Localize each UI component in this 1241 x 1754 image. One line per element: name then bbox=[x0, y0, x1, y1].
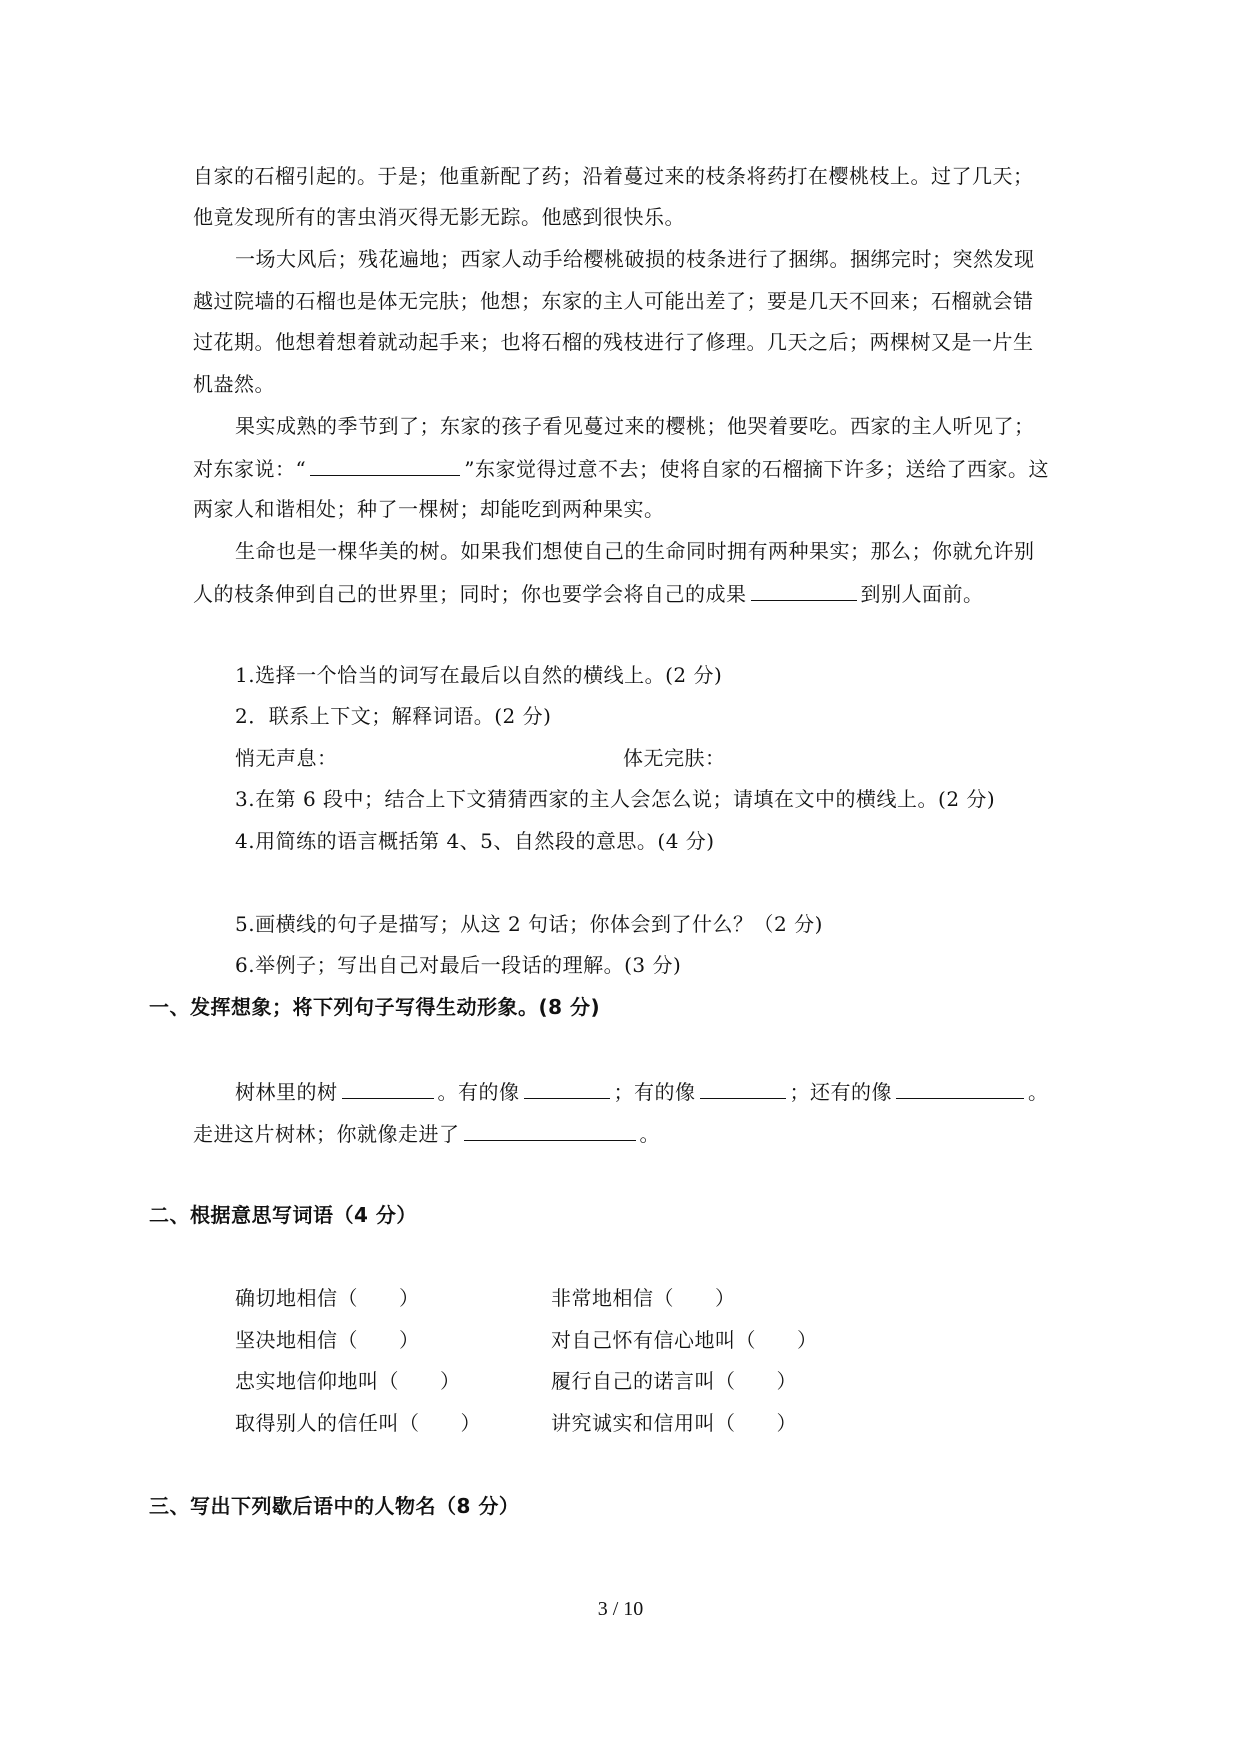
answer-blank[interactable] bbox=[896, 1078, 1024, 1099]
word-item: 确切地相信（ ） bbox=[235, 1286, 420, 1310]
sentence-text: 。有的像 bbox=[437, 1080, 520, 1104]
passage-line: 越过院墙的石榴也是体无完肤；他想；东家的主人可能出差了；要是几天不回来；石榴就会错 bbox=[193, 289, 1034, 313]
word-item: 讲究诚实和信用叫（ ） bbox=[551, 1411, 797, 1435]
passage-line: 两家人和谐相处；种了一棵树；却能吃到两种果实。 bbox=[193, 497, 665, 521]
passage-line: 他竟发现所有的害虫消灭得无影无踪。他感到很快乐。 bbox=[193, 205, 685, 229]
passage-text: 人的枝条伸到自己的世界里；同时；你也要学会将自己的成果 bbox=[193, 582, 747, 606]
sentence-text: 树林里的树 bbox=[235, 1080, 338, 1104]
answer-blank[interactable] bbox=[310, 455, 460, 476]
section-1-title: 一、发挥想象；将下列句子写得生动形象。(8 分) bbox=[149, 995, 601, 1019]
answer-blank[interactable] bbox=[342, 1078, 434, 1099]
question-2: 2．联系上下文；解释词语。(2 分) bbox=[235, 704, 552, 728]
term-label: 悄无声息： bbox=[235, 746, 338, 770]
passage-line: 一场大风后；残花遍地；西家人动手给樱桃破损的枝条进行了捆绑。捆绑完时；突然发现 bbox=[235, 247, 1035, 271]
passage-line: 过花期。他想着想着就动起手来；也将石榴的残枝进行了修理。几天之后；两棵树又是一片生 bbox=[193, 330, 1034, 354]
sentence-text: 。 bbox=[639, 1122, 660, 1146]
question-3: 3.在第 6 段中；结合上下文猜猜西家的主人会怎么说；请填在文中的横线上。(2 分) bbox=[235, 787, 996, 811]
word-row bbox=[235, 1286, 1241, 1310]
question-6: 6.举例子；写出自己对最后一段话的理解。(3 分) bbox=[235, 953, 682, 977]
section-2-title: 二、根据意思写词语（4 分） bbox=[149, 1203, 417, 1227]
passage-line: 果实成熟的季节到了；东家的孩子看见蔓过来的樱桃；他哭着要吃。西家的主人听见了； bbox=[235, 414, 1035, 438]
sentence-text: 走进这片树林；你就像走进了 bbox=[193, 1122, 460, 1146]
word-row bbox=[235, 1369, 1241, 1393]
word-item: 取得别人的信任叫（ ） bbox=[235, 1411, 481, 1435]
term-label: 体无完肤： bbox=[623, 746, 726, 770]
section-1-sentence bbox=[235, 1078, 1241, 1104]
word-row bbox=[235, 1411, 1241, 1435]
word-item: 非常地相信（ ） bbox=[551, 1286, 736, 1310]
word-item: 对自己怀有信心地叫（ ） bbox=[551, 1328, 818, 1352]
question-2-terms bbox=[235, 746, 1241, 770]
word-item: 忠实地信仰地叫（ ） bbox=[235, 1369, 461, 1393]
answer-blank[interactable] bbox=[700, 1078, 786, 1099]
sentence-text: 。 bbox=[1028, 1080, 1049, 1104]
answer-blank[interactable] bbox=[524, 1078, 610, 1099]
passage-line bbox=[193, 580, 1241, 606]
word-item: 坚决地相信（ ） bbox=[235, 1328, 420, 1352]
passage-text: ”东家觉得过意不去；使将自家的石榴摘下许多；送给了西家。这 bbox=[464, 457, 1049, 481]
word-row bbox=[235, 1328, 1241, 1352]
word-item: 履行自己的诺言叫（ ） bbox=[551, 1369, 797, 1393]
answer-blank[interactable] bbox=[751, 580, 857, 601]
sentence-text: ；还有的像 bbox=[789, 1080, 892, 1104]
passage-line bbox=[193, 455, 1241, 481]
page-number: 3 / 10 bbox=[597, 1598, 644, 1620]
sentence-text: ；有的像 bbox=[613, 1080, 696, 1104]
passage-line: 自家的石榴引起的。于是；他重新配了药；沿着蔓过来的枝条将药打在樱桃枝上。过了几天； bbox=[193, 164, 1034, 188]
question-4: 4.用简练的语言概括第 4、5、自然段的意思。(4 分) bbox=[235, 829, 715, 853]
section-3-title: 三、写出下列歇后语中的人物名（8 分） bbox=[149, 1494, 520, 1518]
section-1-sentence bbox=[193, 1120, 1241, 1146]
passage-text: 到别人面前。 bbox=[860, 582, 984, 606]
question-1: 1.选择一个恰当的词写在最后以自然的横线上。(2 分) bbox=[235, 663, 723, 687]
passage-line: 机盎然。 bbox=[193, 372, 275, 396]
passage-line: 生命也是一棵华美的树。如果我们想使自己的生命同时拥有两种果实；那么；你就允许别 bbox=[235, 539, 1035, 563]
passage-text: 对东家说：“ bbox=[193, 457, 307, 481]
answer-blank[interactable] bbox=[464, 1120, 636, 1141]
question-5: 5.画横线的句子是描写；从这 2 句话；你体会到了什么？（2 分) bbox=[235, 912, 823, 936]
